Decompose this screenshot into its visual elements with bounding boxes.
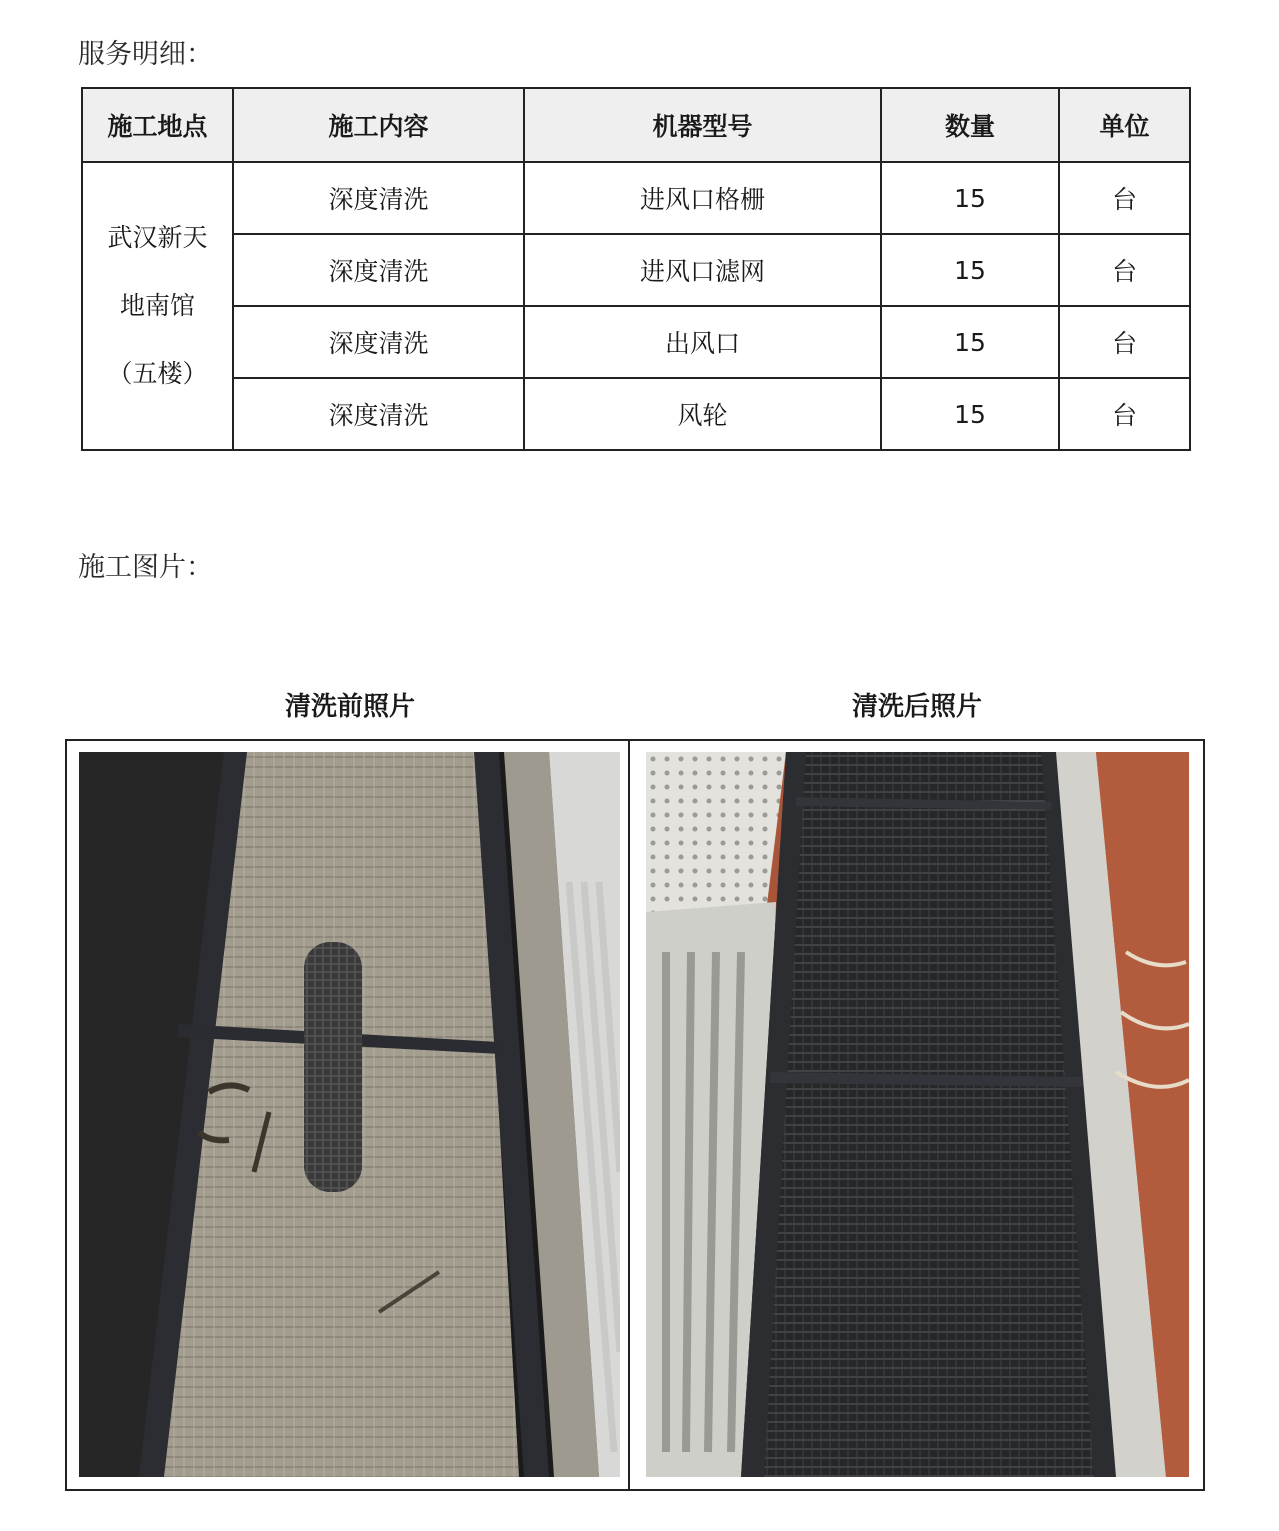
unit-cell: 台 (1059, 378, 1190, 450)
before-cleaning-photo (79, 752, 620, 1477)
table-row (82, 378, 1190, 450)
quantity-cell: 15 (881, 306, 1059, 378)
unit-cell: 台 (1059, 306, 1190, 378)
before-photo-caption: 清洗前照片 (284, 692, 415, 722)
table-row (82, 234, 1190, 306)
model-cell: 进风口格栅 (524, 162, 881, 234)
model-cell: 进风口滤网 (524, 234, 881, 306)
quantity-cell: 15 (881, 234, 1059, 306)
content-cell: 深度清洗 (233, 234, 524, 306)
unit-cell: 台 (1059, 162, 1190, 234)
location-line: 武汉新天 (107, 223, 208, 252)
content-cell: 深度清洗 (233, 162, 524, 234)
header-model: 机器型号 (524, 88, 881, 162)
model-cell: 风轮 (524, 378, 881, 450)
photo-divider (628, 739, 630, 1491)
service-details-table (81, 87, 1191, 451)
after-photo-caption: 清洗后照片 (851, 692, 982, 722)
location-cell (82, 162, 233, 450)
content-cell: 深度清洗 (233, 306, 524, 378)
table-row (82, 162, 1190, 234)
construction-photos-title: 施工图片： (78, 552, 213, 583)
location-line: （五楼） (107, 359, 208, 388)
quantity-cell: 15 (881, 378, 1059, 450)
header-unit: 单位 (1059, 88, 1190, 162)
header-content: 施工内容 (233, 88, 524, 162)
content-cell: 深度清洗 (233, 378, 524, 450)
location-line: 地南馆 (119, 291, 195, 320)
header-quantity: 数量 (881, 88, 1059, 162)
table-header-row (82, 88, 1190, 162)
after-cleaning-photo (646, 752, 1189, 1477)
service-details-title: 服务明细： (78, 39, 213, 70)
quantity-cell: 15 (881, 162, 1059, 234)
model-cell: 出风口 (524, 306, 881, 378)
header-location: 施工地点 (82, 88, 233, 162)
unit-cell: 台 (1059, 234, 1190, 306)
table-row (82, 306, 1190, 378)
